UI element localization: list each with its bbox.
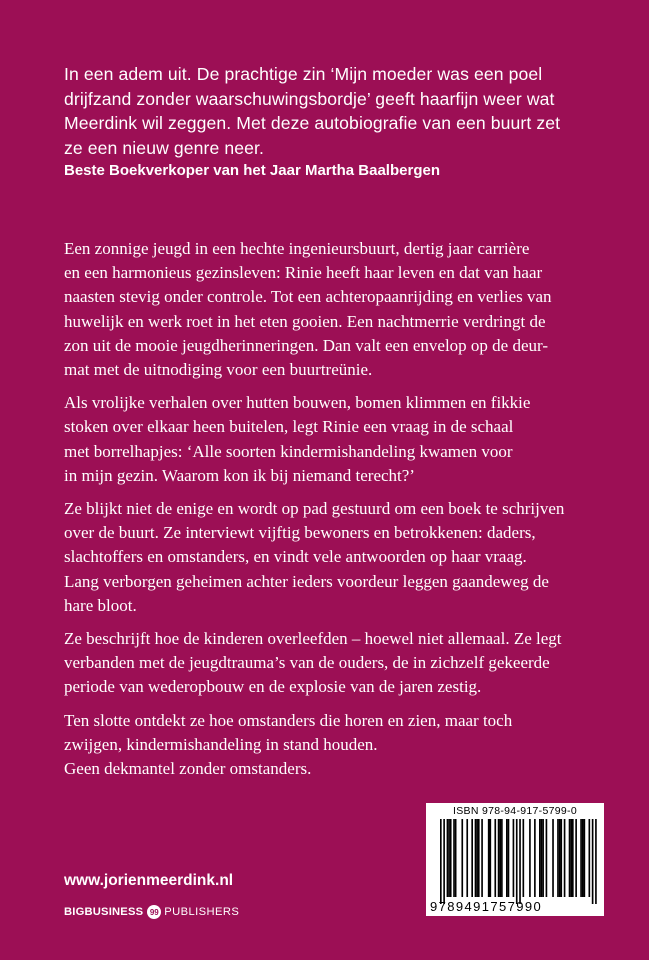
barcode-bar [471,819,473,897]
barcode-bar [513,819,515,897]
synopsis-paragraph [64,391,624,488]
barcode-digits: 9789491757990 [430,899,543,914]
barcode-bar [440,819,442,904]
barcode-bar [478,819,480,897]
barcode-bar [475,819,477,897]
barcode-bar [534,819,536,897]
barcode-bar [516,819,518,904]
barcode-bar [546,819,548,897]
text-line: Ten slotte ontdekt ze hoe omstanders die horen en zien, maar toch [64,710,513,730]
text-line: zon uit de mooie jeugdherinneringen. Dan valt een envelop op de deur- [64,335,548,355]
barcode-bar [584,819,586,897]
synopsis-paragraph [64,497,624,618]
barcode-bar [552,819,554,897]
barcode-bar [569,819,571,897]
barcode-bar [560,819,562,897]
barcode-bar [557,819,559,897]
blurb-quote [64,62,604,160]
text-line: periode van wederopbouw en de explosie van de jaren zestig. [64,677,482,697]
barcode-bar [572,819,574,897]
synopsis-paragraph [64,709,624,782]
text-line: zwijgen, kindermishandeling in stand houden. [64,734,378,754]
text-line: Ze blijkt niet de enige en wordt op pad gestuurd om een boek te schrijven [64,499,565,519]
barcode-bar [559,819,561,897]
text-line: Als vrolijke verhalen over hutten bouwen, bomen klimmen en fikkie [64,393,531,413]
synopsis-paragraph [64,627,624,700]
quote-line: drijfzand zonder waarschuwingsbordje’ geeft haarfijn weer wat [64,88,555,109]
barcode-bar [589,819,591,897]
barcode-bar [542,819,544,897]
publisher-logo [64,905,239,919]
quote-line: ze een nieuw genre neer. [64,137,264,158]
text-line: met borrelhapjes: ‘Alle soorten kindermishandeling kwamen voor [64,441,513,461]
barcode-bar [575,819,577,897]
barcode-bar [541,819,543,897]
barcode-bar [592,819,594,904]
barcode-bar [481,819,483,897]
synopsis [64,237,624,790]
barcode-bar [466,819,468,897]
text-line: huwelijk en werk roet in het eten gooien. Een nachtmerrie verdringt de [64,311,546,331]
barcode-bar [508,819,510,897]
barcode-bar [455,819,457,897]
text-line: Geen dekmantel zonder omstanders. [64,759,312,779]
barcode-bar [564,819,566,897]
barcode-bar [447,819,449,897]
barcode-bar [582,819,584,897]
barcode-bar [490,819,492,897]
barcode-bar [453,819,455,897]
author-website: www.jorienmeerdink.nl [64,872,234,889]
text-line: verbanden met de jeugdtrauma’s van de ouders, de in zichzelf gekeerde [64,653,550,673]
barcode-bar [570,819,572,897]
barcode-bar [539,819,541,897]
text-line: Lang verborgen geheimen achter ieders voordeur leggen gaandeweg de [64,571,549,591]
text-line: mat met de uitnodiging voor een buurtreünie. [64,360,373,380]
quote-attribution: Beste Boekverkoper van het Jaar Martha Baalbergen [64,162,440,179]
barcode-bar [443,819,445,904]
barcode-bar [476,819,478,897]
text-line: slachtoffers en omstanders, en vindt vele antwoorden op haar vraag. [64,547,527,567]
text-line: en een harmonieus gezinsleven: Rinie heeft haar leven en dat van haar [64,263,543,283]
text-line: hare bloot. [64,595,137,615]
isbn-barcode [426,803,604,916]
text-line: in mijn gezin. Waarom kon ik bij niemand terecht?’ [64,465,415,485]
barcode-bar [494,819,496,897]
text-line: Een zonnige jeugd in een hechte ingenieursbuurt, dertig jaar carrière [64,239,530,258]
text-line: naasten stevig onder controle. Tot een achteropaanrijding en verlies van [64,287,552,307]
barcode-bar [519,819,521,904]
barcode-bar [488,819,490,897]
text-line: stoken over elkaar heen buitelen, legt Rinie een vraag in de schaal [64,417,514,437]
barcode-bar [506,819,508,897]
publisher-name-bold: BIGBUSINESS [64,906,144,918]
quote-marks-icon: 99 [147,905,161,919]
barcode-bar [461,819,463,897]
barcode-bar [595,819,597,904]
text-line: Ze beschrijft hoe de kinderen overleefden – hoewel niet allemaal. Ze legt [64,629,562,649]
barcode-bar [498,819,500,897]
barcode-bar [499,819,501,897]
barcode-bar [529,819,531,897]
quote-line: In een adem uit. De prachtige zin ‘Mijn moeder was een poel [64,64,543,84]
quote-line: Meerdink wil zeggen. Met deze autobiografie van een buurt zet [64,113,561,133]
barcode-bar [450,819,452,897]
barcode-bar [448,819,450,897]
text-line: over de buurt. Ze interviewt vijftig bewoners en betrokkenen: daders, [64,523,536,543]
barcode-bar [501,819,503,897]
publisher-name-light: PUBLISHERS [164,906,240,918]
isbn-label: ISBN 978-94-917-5799-0 [453,805,577,817]
barcode-bar [580,819,582,897]
synopsis-paragraph [64,237,624,382]
barcode-bar [523,819,525,897]
